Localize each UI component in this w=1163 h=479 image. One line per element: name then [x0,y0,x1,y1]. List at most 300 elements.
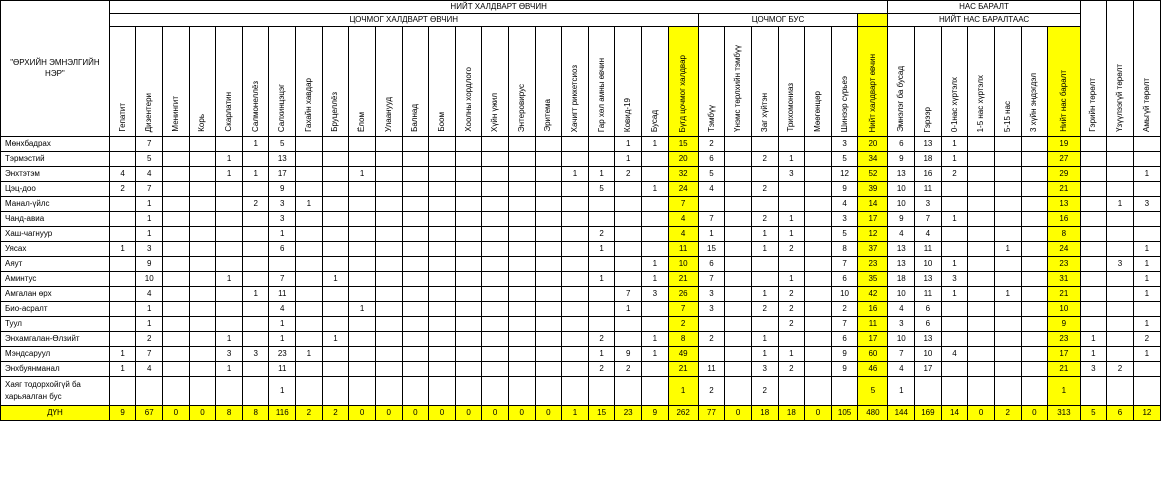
table-cell [562,182,589,197]
table-cell [725,257,752,272]
table-cell: 6 [915,317,942,332]
table-cell [1021,302,1048,317]
table-cell [588,302,615,317]
table-cell: 7 [888,347,915,362]
table-cell [1021,332,1048,347]
table-cell [968,332,995,347]
table-cell [402,152,429,167]
table-cell: 9 [831,182,858,197]
table-cell: 21 [668,362,698,377]
table-cell: 3 [136,242,163,257]
table-cell: 1 [1133,167,1160,182]
table-cell: 2 [751,182,778,197]
table-cell: 1 [642,137,669,152]
table-cell [1133,377,1160,406]
table-cell [562,257,589,272]
table-cell [725,137,752,152]
table-cell [455,182,482,197]
table-cell [941,242,968,257]
table-cell [1133,137,1160,152]
blank-highlight-cell [858,14,888,27]
table-cell: 1 [1133,287,1160,302]
table-cell: 6 [269,242,296,257]
table-cell [163,257,190,272]
column-header [668,27,698,137]
table-cell [535,197,562,212]
column-header [322,27,349,137]
table-cell: 1 [349,167,376,182]
column-header-label: Нийт халдварт өвчин [867,53,877,132]
column-header [1048,27,1080,137]
table-cell: 3 [831,212,858,227]
column-header-label: Гэрээр [922,106,932,132]
column-header [189,27,216,137]
table-cell [805,242,832,257]
table-cell: 1 [888,377,915,406]
table-cell [615,272,642,287]
table-cell: 7 [615,287,642,302]
table-cell [163,362,190,377]
table-cell: 6 [915,302,942,317]
table-row [1,137,1161,152]
table-row [1,197,1161,212]
total-cell: 23 [615,406,642,421]
table-cell [322,182,349,197]
table-cell [698,197,725,212]
table-cell: 5 [831,227,858,242]
column-header-label: 0-1нас хүртэлх [949,76,959,132]
table-cell [429,182,456,197]
table-cell: 2 [698,137,725,152]
table-cell [508,302,535,317]
table-cell: 1 [242,137,269,152]
table-cell: 23 [858,257,888,272]
table-cell: 1 [941,152,968,167]
column-header [642,27,669,137]
table-cell: 8 [1048,227,1080,242]
table-cell [402,377,429,406]
table-cell [1021,197,1048,212]
table-cell [109,317,136,332]
table-cell: 1 [994,287,1021,302]
column-header-label: Эритема [543,99,553,132]
table-cell [482,332,509,347]
table-cell [429,212,456,227]
table-cell: 4 [888,302,915,317]
table-cell: 5 [858,377,888,406]
table-cell: 42 [858,287,888,302]
table-cell: 7 [136,137,163,152]
table-cell [751,317,778,332]
table-cell: 16 [858,302,888,317]
table-cell [562,317,589,332]
table-cell: 17 [858,332,888,347]
table-cell [429,362,456,377]
table-cell: 31 [1048,272,1080,287]
table-cell: 1 [751,332,778,347]
table-cell [242,152,269,167]
table-cell [968,287,995,302]
column-header [615,27,642,137]
table-cell: 10 [915,257,942,272]
table-cell [1021,242,1048,257]
table-cell [429,242,456,257]
table-cell: 7 [269,272,296,287]
column-header-label: Салхинцэцэг [277,83,287,132]
table-cell [562,287,589,302]
table-cell: 5 [831,152,858,167]
table-cell [349,227,376,242]
table-cell [402,137,429,152]
table-cell [189,362,216,377]
table-cell: 13 [888,242,915,257]
table-cell [349,137,376,152]
column-header-label: Үнэмс төрлхийн тэмбүү [733,45,743,132]
table-cell: 1 [322,272,349,287]
table-cell [805,377,832,406]
table-cell: 7 [668,302,698,317]
table-cell [562,197,589,212]
column-header [1107,1,1134,137]
table-cell [1107,182,1134,197]
table-cell: 1 [642,257,669,272]
table-cell: 9 [1048,317,1080,332]
table-cell [375,212,402,227]
table-cell [482,227,509,242]
table-cell: 2 [1107,362,1134,377]
table-cell [941,227,968,242]
table-cell: 10 [888,182,915,197]
table-cell [322,347,349,362]
table-cell: 1 [1080,332,1107,347]
table-cell [535,182,562,197]
table-cell: 16 [1048,212,1080,227]
table-cell [482,272,509,287]
table-cell [562,227,589,242]
table-cell [189,377,216,406]
table-cell [994,137,1021,152]
column-header-label: Корь [197,114,207,132]
table-cell [615,377,642,406]
table-cell [242,362,269,377]
table-cell: 23 [1048,332,1080,347]
table-cell [455,377,482,406]
table-cell: 13 [888,167,915,182]
table-cell [402,227,429,242]
table-cell [109,287,136,302]
table-cell: 1 [778,347,805,362]
table-cell: 35 [858,272,888,287]
table-cell [994,332,1021,347]
table-cell: 7 [831,317,858,332]
table-cell: 1 [216,332,243,347]
table-cell [941,317,968,332]
table-cell [831,377,858,406]
table-cell [1080,137,1107,152]
table-cell [535,212,562,227]
table-cell [1080,167,1107,182]
table-cell: 2 [615,167,642,182]
table-cell: 7 [698,212,725,227]
column-header [725,27,752,137]
facility-name: Аминтус [1,272,110,287]
table-cell [242,317,269,332]
table-cell [1133,227,1160,242]
table-cell: 1 [751,227,778,242]
table-cell: 3 [1080,362,1107,377]
table-cell: 9 [136,257,163,272]
column-header [805,27,832,137]
table-cell [375,317,402,332]
of-total-deaths-header: НИЙТ НАС БАРАЛТААС [888,14,1080,27]
table-cell [941,377,968,406]
table-cell: 4 [136,167,163,182]
table-cell: 1 [668,377,698,406]
table-cell [429,197,456,212]
column-header [375,27,402,137]
table-cell [296,272,323,287]
column-header-label: Боом [436,112,446,132]
table-cell: 1 [136,212,163,227]
table-cell: 20 [668,152,698,167]
total-cell: 0 [968,406,995,421]
table-cell [216,257,243,272]
table-cell [216,242,243,257]
table-cell: 2 [751,377,778,406]
table-cell [349,152,376,167]
table-cell: 1 [698,227,725,242]
table-cell [968,272,995,287]
table-cell [1133,182,1160,197]
table-cell: 3 [642,287,669,302]
table-cell [375,272,402,287]
table-cell: 7 [668,197,698,212]
table-cell: 3 [698,302,725,317]
table-cell: 1 [216,272,243,287]
table-cell [805,167,832,182]
column-header [751,27,778,137]
table-cell [588,212,615,227]
facility-name: Энхтэтэм [1,167,110,182]
table-cell [508,137,535,152]
table-cell [778,332,805,347]
table-cell [1107,347,1134,362]
total-cell: 15 [588,406,615,421]
facility-name: Хаш-чагнуур [1,227,110,242]
total-cell: 9 [109,406,136,421]
column-header-label: Нийт нас баралт [1058,70,1068,132]
table-cell: 1 [642,332,669,347]
column-header [242,27,269,137]
table-cell [751,197,778,212]
table-cell [1107,152,1134,167]
facility-name: Манал-үйлс [1,197,110,212]
table-cell [562,152,589,167]
table-cell [402,257,429,272]
table-cell: 1 [242,287,269,302]
table-cell: 2 [698,332,725,347]
table-cell [296,317,323,332]
column-header [915,27,942,137]
table-cell [994,347,1021,362]
table-cell: 32 [668,167,698,182]
table-cell [508,347,535,362]
table-row [1,167,1161,182]
table-cell [189,302,216,317]
table-cell [508,152,535,167]
table-cell [805,137,832,152]
table-cell [482,377,509,406]
table-cell [941,197,968,212]
table-cell [725,167,752,182]
table-cell [805,197,832,212]
column-header [216,27,243,137]
table-cell [163,197,190,212]
table-cell [482,347,509,362]
column-header-label: 1-5 нас хүртэлх [976,74,986,132]
table-cell [805,212,832,227]
table-cell: 21 [1048,287,1080,302]
table-cell: 1 [109,242,136,257]
table-cell [725,332,752,347]
table-cell [994,377,1021,406]
table-cell [482,212,509,227]
table-cell [375,242,402,257]
table-cell [429,347,456,362]
table-cell [482,167,509,182]
table-cell: 3 [242,347,269,362]
total-cell: 480 [858,406,888,421]
table-cell [296,332,323,347]
table-cell: 6 [831,272,858,287]
table-cell [994,272,1021,287]
table-cell [805,332,832,347]
table-row [1,332,1161,347]
total-cell: 0 [349,406,376,421]
table-cell: 15 [698,242,725,257]
table-cell [216,287,243,302]
table-cell: 1 [349,302,376,317]
table-cell: 1 [615,152,642,167]
table-cell [805,152,832,167]
table-cell [482,317,509,332]
total-cell: 0 [189,406,216,421]
table-cell: 1 [941,257,968,272]
table-cell [322,212,349,227]
table-cell [242,332,269,347]
column-header-label: Мөөгөнцөр [812,91,822,132]
table-cell: 1 [941,137,968,152]
table-cell [216,317,243,332]
facility-name: Туул [1,317,110,332]
table-cell: 9 [269,182,296,197]
table-cell: 6 [831,332,858,347]
table-cell [1107,167,1134,182]
table-cell: 11 [915,242,942,257]
table-cell [216,182,243,197]
column-header-label: Үзүүлээгүй төрөлт [1115,64,1124,132]
table-cell: 3 [1107,257,1134,272]
table-cell [535,227,562,242]
table-cell: 24 [668,182,698,197]
table-cell [482,362,509,377]
table-cell [242,302,269,317]
table-cell: 24 [1048,242,1080,257]
table-cell [535,137,562,152]
table-cell [189,182,216,197]
total-cell: 0 [725,406,752,421]
table-cell [189,167,216,182]
total-cell: 0 [455,406,482,421]
table-cell [778,257,805,272]
table-cell: 4 [831,197,858,212]
table-cell [562,212,589,227]
table-cell [615,257,642,272]
table-cell: 4 [109,167,136,182]
table-cell: 2 [778,302,805,317]
column-header [858,27,888,137]
table-cell: 1 [615,302,642,317]
table-cell: 1 [216,362,243,377]
total-cell: 67 [136,406,163,421]
table-cell [562,377,589,406]
table-cell [508,197,535,212]
table-cell [508,377,535,406]
table-cell: 10 [915,347,942,362]
total-cell: 77 [698,406,725,421]
table-cell: 4 [668,212,698,227]
table-cell [941,182,968,197]
table-cell: 2 [778,317,805,332]
table-cell: 17 [915,362,942,377]
total-cell: 0 [375,406,402,421]
total-cell: 0 [163,406,190,421]
table-cell [163,152,190,167]
table-cell: 1 [136,197,163,212]
column-header [1021,27,1048,137]
table-cell [1080,227,1107,242]
table-cell [216,377,243,406]
table-cell [698,347,725,362]
table-cell [994,182,1021,197]
table-cell [1021,182,1048,197]
column-header-label: Дизентери [144,92,154,132]
table-cell [375,332,402,347]
table-cell: 11 [915,287,942,302]
table-cell [508,167,535,182]
total-cell: 0 [1021,406,1048,421]
table-cell [189,227,216,242]
column-header [269,27,296,137]
table-cell [375,362,402,377]
column-header [588,27,615,137]
table-cell: 3 [751,362,778,377]
table-cell [994,227,1021,242]
table-cell [1107,227,1134,242]
total-cell: 8 [242,406,269,421]
table-cell: 6 [698,152,725,167]
table-cell [296,182,323,197]
table-cell [163,272,190,287]
table-cell [429,377,456,406]
table-cell [455,137,482,152]
table-cell [482,182,509,197]
table-cell: 13 [888,257,915,272]
table-cell [375,167,402,182]
table-cell [1021,362,1048,377]
table-cell [968,212,995,227]
facility-name: Мөнхбадрах [1,137,110,152]
